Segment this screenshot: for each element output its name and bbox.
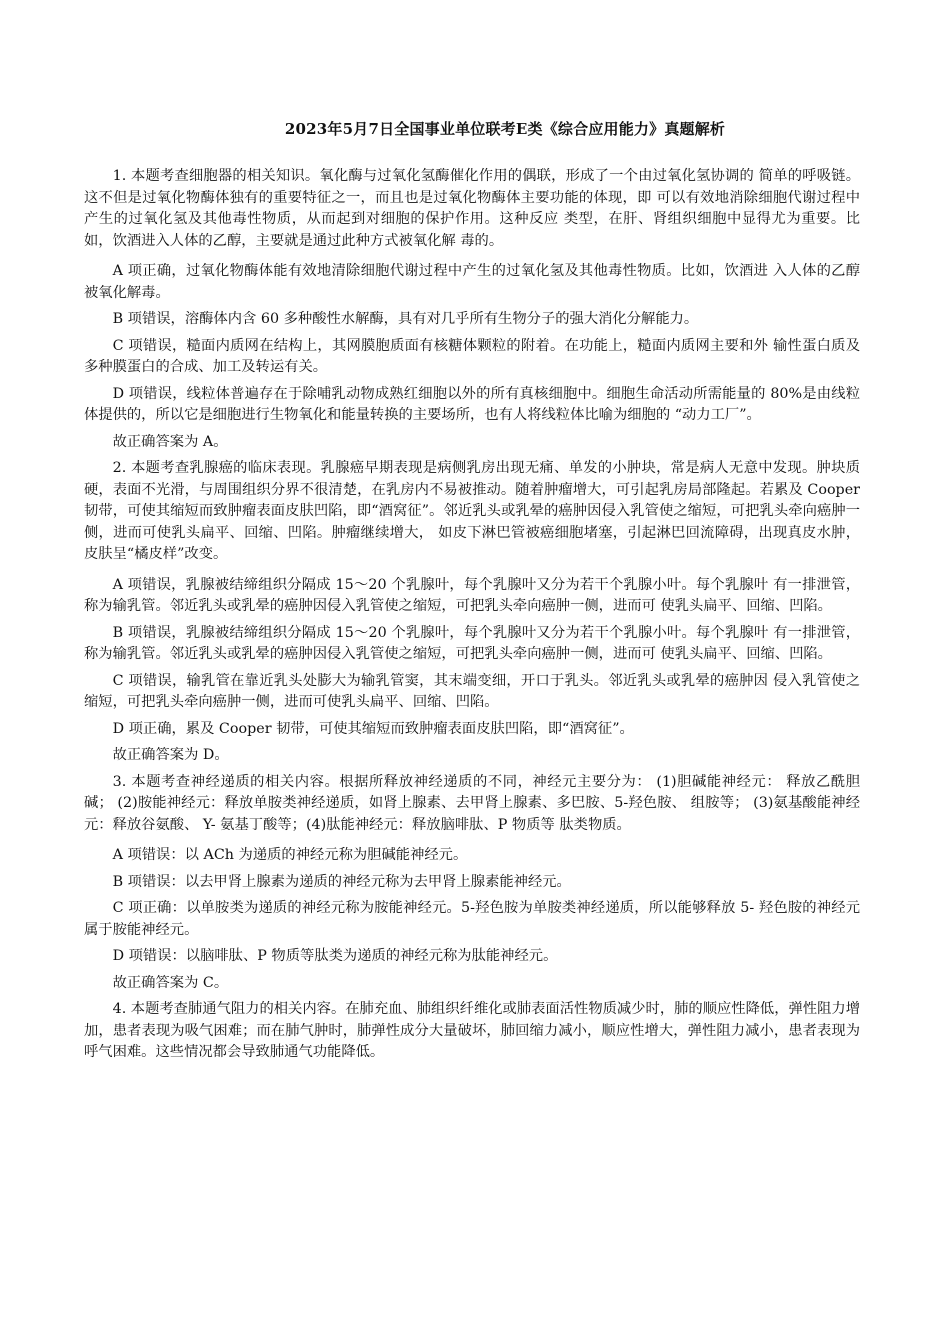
paragraph-q4-explanation: 4. 本题考查肺通气阻力的相关内容。在肺充血、肺组织纤维化或肺表面活性物质减少时，肺的顺应性降低，弹性阻力增加，患者表现为吸气困难；而在肺气肿时，肺弹性成分大量破坏，肺回缩力减小，顺应性增大，弹性阻力减小，患者表现为呼气困难。这些情况都会导致肺通气功能降低。 xyxy=(84,1001,860,1060)
document-title: 2023年5月7日全国事业单位联考E类《综合应用能力》真题解析 xyxy=(284,120,726,138)
paragraph-q1-answer: 故正确答案为 A。 xyxy=(112,433,228,450)
paragraph-q2-option-a: A 项错误，乳腺被结缔组织分隔成 15～20 个乳腺叶，每个乳腺叶又分为若干个乳腺小叶。每个乳腺叶 有一排泄管，称为输乳管。邻近乳头或乳晕的癌肿因侵入乳管使之缩短，可把乳头牵向癌肿一侧，进而可 使乳头扁平、回缩、凹陷。 xyxy=(84,576,860,614)
paragraph-q1-option-d: D 项错误，线粒体普遍存在于除哺乳动物成熟红细胞以外的所有真核细胞中。细胞生命活动所需能量的 80%是由线粒体提供的，所以它是细胞进行生物氧化和能量转换的主要场所，也有人将线粒体比喻为细胞的 “动力工厂”。 xyxy=(84,385,860,423)
paragraph-q2-option-c: C 项错误，输乳管在靠近乳头处膨大为输乳管窦，其末端变细，开口于乳头。邻近乳头或乳晕的癌肿因 侵入乳管使之缩短，可把乳头牵向癌肿一侧，进而可使乳头扁平、回缩、凹陷。 xyxy=(84,672,860,710)
paragraph-q3-option-c: C 项正确：以单胺类为递质的神经元称为胺能神经元。5-羟色胺为单胺类神经递质，所以能够释放 5- 羟色胺的神经元属于胺能神经元。 xyxy=(84,900,860,938)
paragraph-q2-option-b: B 项错误，乳腺被结缔组织分隔成 15～20 个乳腺叶，每个乳腺叶又分为若干个乳腺小叶。每个乳腺叶 有一排泄管，称为输乳管。邻近乳头或乳晕的癌肿因侵入乳管使之缩短，可把乳头牵向癌肿一侧，进而可 使乳头扁平、回缩、凹陷。 xyxy=(84,624,860,662)
paragraph-q2-explanation: 2. 本题考查乳腺癌的临床表现。乳腺癌早期表现是病侧乳房出现无痛、单发的小肿块，常是病人无意中发现。肿块质硬，表面不光滑，与周围组织分界不很清楚，在乳房内不易被推动。随着肿瘤增大，可引起乳房局部隆起。若累及 Cooper 韧带，可使其缩短而致肿瘤表面皮肤凹陷，即“酒窝征”。邻近乳头或乳晕的癌肿因侵入乳管使之缩短，可把乳头牵向癌肿一侧，进而可使乳头扁平、回缩、凹陷。肿瘤继续增大， 如皮下淋巴管被癌细胞堵塞，引起淋巴回流障碍，出现真皮水肿，皮肤呈“橘皮样”改变。 xyxy=(84,460,860,562)
paragraph-q3-option-b: B 项错误：以去甲肾上腺素为递质的神经元称为去甲肾上腺素能神经元。 xyxy=(112,873,571,890)
document-body xyxy=(84,166,860,1073)
paragraph-q3-answer: 故正确答案为 C。 xyxy=(112,974,229,991)
paragraph-q1-explanation: 1. 本题考查细胞器的相关知识。氧化酶与过氧化氢酶催化作用的偶联，形成了一个由过氧化氢协调的 简单的呼吸链。这不但是过氧化物酶体独有的重要特征之一，而且也是过氧化物酶体主要功能的体现，即 可以有效地消除细胞代谢过程中产生的过氧化氢及其他毒性物质，从而起到对细胞的保护作用。这种反应 类型，在肝、肾组织细胞中显得尤为重要。比如，饮酒进入人体的乙醇，主要就是通过此种方式被氧化解 毒的。 xyxy=(84,168,860,249)
paragraph-q3-explanation: 3. 本题考查神经递质的相关内容。根据所释放神经递质的不同，神经元主要分为： (1)胆碱能神经元： 释放乙酰胆碱； (2)胺能神经元：释放单胺类神经递质，如肾上腺素、去甲肾上腺素、多巴胺、5-羟色胺、 组胺等； (3)氨基酸能神经元：释放谷氨酸、 Y- 氨基丁酸等；(4)肽能神经元：释放脑啡肽、P 物质等 肽类物质。 xyxy=(84,773,860,833)
paragraph-q2-answer: 故正确答案为 D。 xyxy=(112,747,229,763)
paragraph-q3-option-d: D 项错误：以脑啡肽、P 物质等肽类为递质的神经元称为肽能神经元。 xyxy=(112,948,558,964)
paragraph-q3-option-a: A 项错误：以 ACh 为递质的神经元称为胆碱能神经元。 xyxy=(112,847,468,863)
paragraph-q1-option-b: B 项错误，溶酶体内含 60 多种酸性水解酶，具有对几乎所有生物分子的强大消化分解能力。 xyxy=(112,311,699,327)
paragraph-q1-option-a: A 项正确，过氧化物酶体能有效地清除细胞代谢过程中产生的过氧化氢及其他毒性物质。比如，饮酒进 入人体的乙醇被氧化解毒。 xyxy=(84,263,860,301)
paragraph-q1-option-c: C 项错误，糙面内质网在结构上，其网膜胞质面有核糖体颗粒的附着。在功能上，糙面内质网主要和外 输性蛋白质及多种膜蛋白的合成、加工及转运有关。 xyxy=(84,337,860,375)
paragraph-q2-option-d: D 项正确，累及 Cooper 韧带，可使其缩短而致肿瘤表面皮肤凹陷，即“酒窝征”。 xyxy=(112,720,634,737)
